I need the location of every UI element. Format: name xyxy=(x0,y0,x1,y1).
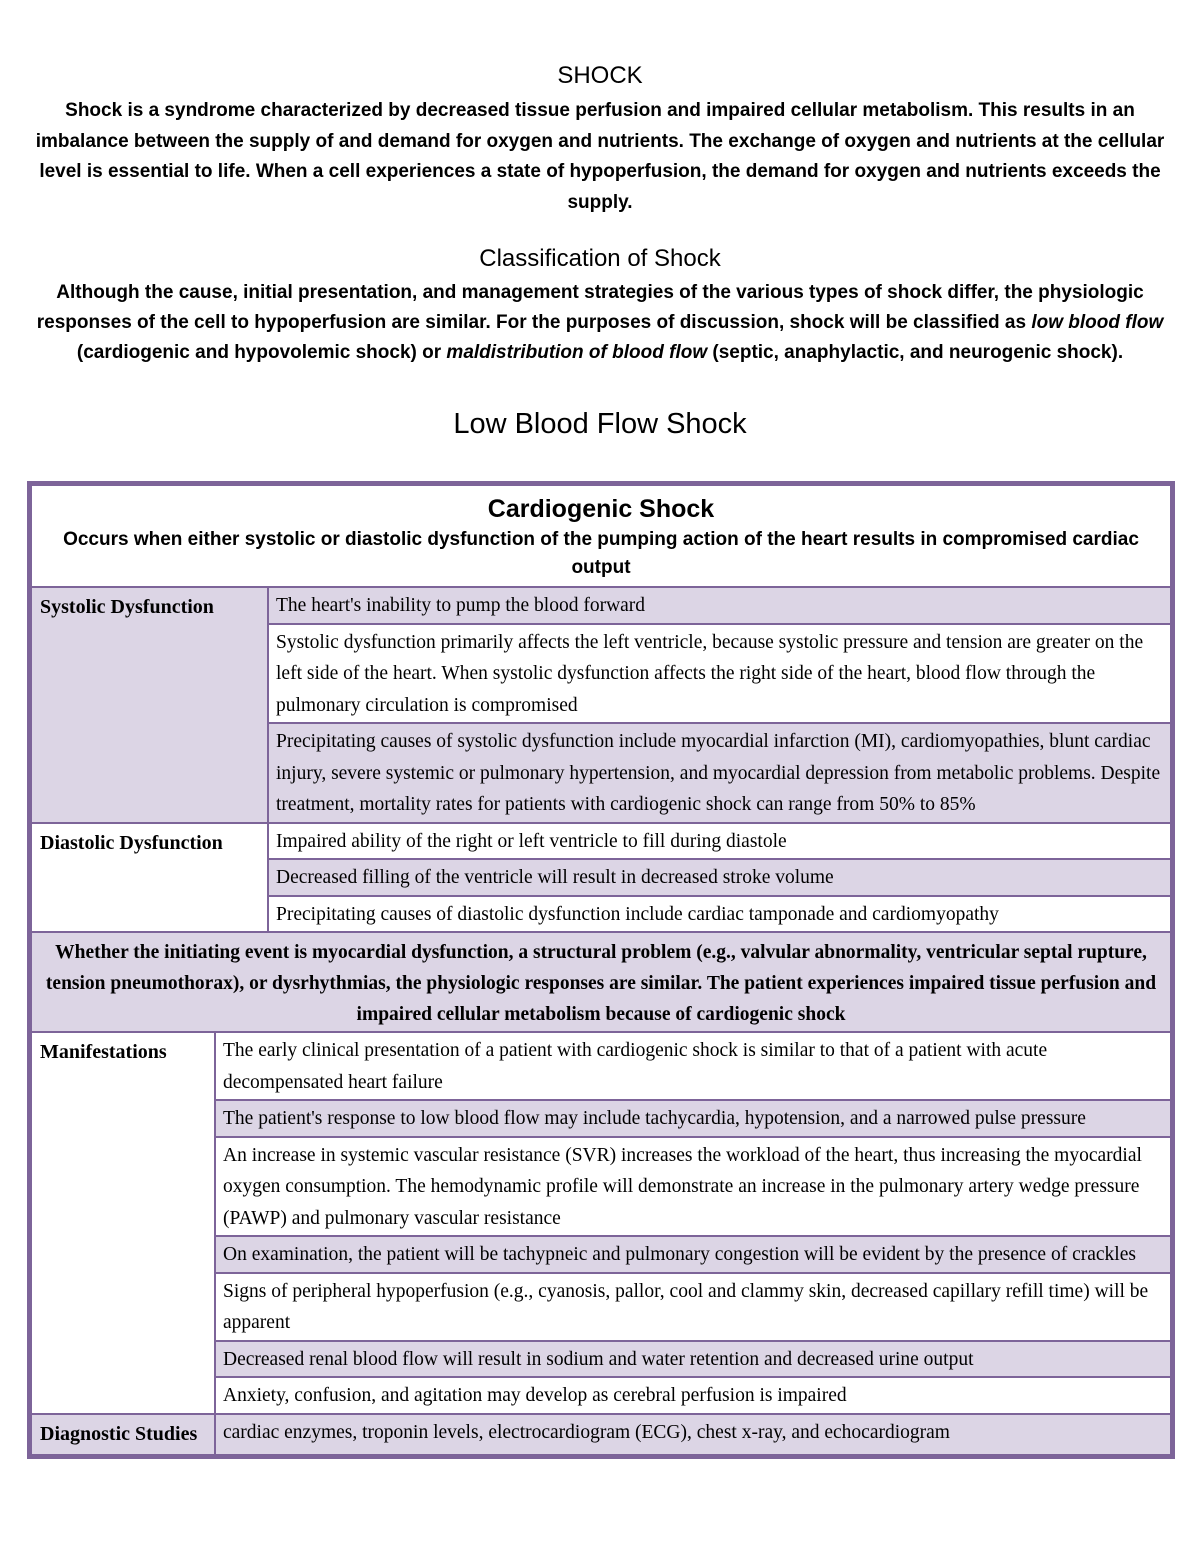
manifestation-row: The early clinical presentation of a patient with cardiogenic shock is similar to that of a patient with acute decompensated heart failure xyxy=(215,1032,1171,1100)
section-heading: Low Blood Flow Shock xyxy=(453,408,747,440)
manifestation-row: Anxiety, confusion, and agitation may develop as cerebral perfusion is impaired xyxy=(215,1377,1171,1414)
manifestations-label: Manifestations xyxy=(31,1032,215,1414)
classification-heading: Classification of Shock xyxy=(479,245,721,272)
classification-italic-maldistribution: maldistribution of blood flow xyxy=(446,342,708,363)
manifestation-row: Decreased renal blood flow will result in sodium and water retention and decreased urine output xyxy=(215,1341,1171,1378)
diastolic-label: Diastolic Dysfunction xyxy=(31,823,268,933)
diagnostic-label: Diagnostic Studies xyxy=(31,1414,215,1455)
manifestation-row: The patient's response to low blood flow may include tachycardia, hypotension, and a narrowed pulse pressure xyxy=(215,1100,1171,1137)
manifestation-row: On examination, the patient will be tachypneic and pulmonary congestion will be evident by the presence of crackles xyxy=(215,1236,1171,1273)
classification-text-3: (septic, anaphylactic, and neurogenic shock). xyxy=(707,342,1124,363)
summary-row: Whether the initiating event is myocardial dysfunction, a structural problem (e.g., valvular abnormality, ventricular septal rupture, tension pneumothorax), or dysrhythmias, the physiologic responses are similar. The patient experiences impaired tissue perfusion and impaired cellular metabolism because of cardiogenic shock xyxy=(31,932,1171,1032)
manifestation-row: Signs of peripheral hypoperfusion (e.g., cyanosis, pallor, cool and clammy skin, decreased capillary refill time) will be apparent xyxy=(215,1273,1171,1341)
systolic-row: The heart's inability to pump the blood forward xyxy=(268,587,1171,624)
classification-text-2: (cardiogenic and hypovolemic shock) or xyxy=(76,342,447,363)
intro-text: is a syndrome characterized by decreased tissue perfusion and impaired cellular metabolism. This results in an imbalance between the supply of and demand for oxygen and nutrients. The exchange of oxygen and nutrients at the cellular level is essential to life. When a cell experiences a state of hypoperfusion, the demand for oxygen and nutrients exceeds the supply. xyxy=(35,100,1165,213)
classification-paragraph xyxy=(22,278,1178,368)
cardiogenic-title: Cardiogenic Shock xyxy=(487,495,715,523)
page-title: SHOCK xyxy=(557,62,643,89)
cardiogenic-subtitle: Occurs when either systolic or diastolic dysfunction of the pumping action of the heart results in compromised cardiac output xyxy=(63,529,1139,578)
systolic-row: Precipitating causes of systolic dysfunction include myocardial infarction (MI), cardiomyopathies, blunt cardiac injury, severe systemic or pulmonary hypertension, and myocardial depression from metabolic problems. Despite treatment, mortality rates for patients with cardiogenic shock can range from 50% to 85% xyxy=(268,723,1171,823)
intro-paragraph xyxy=(28,96,1172,218)
diastolic-row: Decreased filling of the ventricle will result in decreased stroke volume xyxy=(268,859,1171,896)
cardiogenic-shock-table xyxy=(27,481,1175,1459)
intro-term: Shock xyxy=(65,100,123,121)
cardiogenic-header xyxy=(31,485,1171,587)
diagnostic-row: cardiac enzymes, troponin levels, electrocardiogram (ECG), chest x-ray, and echocardiogram xyxy=(215,1414,1171,1455)
manifestation-row: An increase in systemic vascular resistance (SVR) increases the workload of the heart, thus increasing the myocardial oxygen consumption. The hemodynamic profile will demonstrate an increase in the pulmonary artery wedge pressure (PAWP) and pulmonary vascular resistance xyxy=(215,1137,1171,1237)
systolic-row: Systolic dysfunction primarily affects the left ventricle, because systolic pressure and tension are greater on the left side of the heart. When systolic dysfunction affects the right side of the heart, blood flow through the pulmonary circulation is compromised xyxy=(268,624,1171,724)
classification-italic-low-blood-flow: low blood flow xyxy=(1031,312,1164,333)
diastolic-row: Impaired ability of the right or left ventricle to fill during diastole xyxy=(268,823,1171,860)
classification-text-1: Although the cause, initial presentation, and management strategies of the various types of shock differ, the physiologic responses of the cell to hypoperfusion are similar. For the purposes of discussion, shock will be classified as xyxy=(36,282,1144,333)
systolic-label: Systolic Dysfunction xyxy=(31,587,268,823)
diastolic-row: Precipitating causes of diastolic dysfunction include cardiac tamponade and cardiomyopathy xyxy=(268,896,1171,933)
